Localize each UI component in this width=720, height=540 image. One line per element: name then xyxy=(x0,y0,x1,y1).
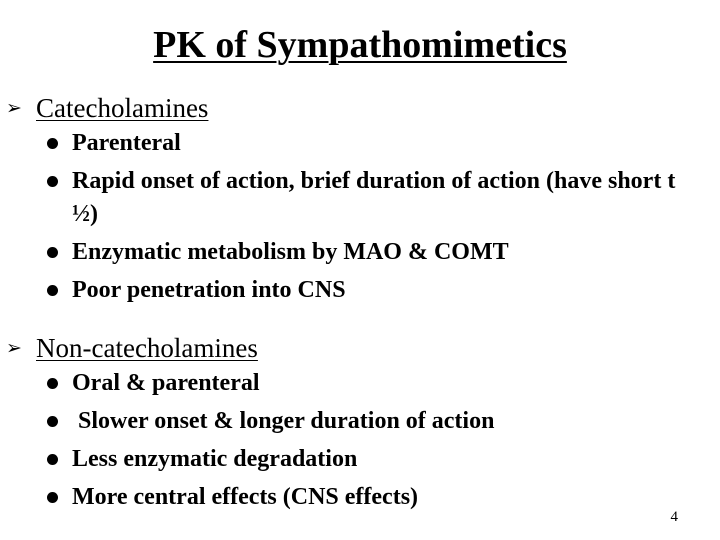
arrow-bullet-icon: ➢ xyxy=(6,337,22,359)
bullet-dot-icon xyxy=(47,285,58,296)
bullet-dot-icon xyxy=(47,416,58,427)
page-number: 4 xyxy=(670,509,678,525)
list-item xyxy=(6,405,692,438)
bullet-dot-icon xyxy=(47,378,58,389)
list-item-text: More central effects (CNS effects) xyxy=(72,484,419,510)
list-item-text: Slower onset & longer duration of action xyxy=(72,408,495,434)
bullet-dot-icon xyxy=(47,492,58,503)
arrow-bullet-icon: ➢ xyxy=(6,97,22,119)
list-item xyxy=(6,165,692,231)
list-item xyxy=(6,127,692,160)
list-item-text: Parenteral xyxy=(72,130,181,156)
list-item-text: Oral & parenteral xyxy=(72,370,260,396)
section-heading-row xyxy=(6,90,706,126)
section-heading: Non-catecholamines xyxy=(36,333,258,363)
bullet-dot-icon xyxy=(47,138,58,149)
list-item-text: Enzymatic metabolism by MAO & COMT xyxy=(72,239,509,265)
list-item-text: Rapid onset of action, brief duration of action (have short t ½) xyxy=(72,168,676,227)
list-item xyxy=(6,274,692,307)
section-heading-row xyxy=(6,330,706,366)
list-item-text: Poor penetration into CNS xyxy=(72,277,346,303)
list-item xyxy=(6,367,692,400)
list-item-text: Less enzymatic degradation xyxy=(72,446,358,472)
bullet-dot-icon xyxy=(47,176,58,187)
slide-title: PK of Sympathomimetics xyxy=(153,24,567,66)
list-item xyxy=(6,443,692,476)
list-item xyxy=(6,481,692,514)
bullet-list xyxy=(6,367,706,514)
bullet-dot-icon xyxy=(47,454,58,465)
section-catecholamines xyxy=(6,90,706,307)
list-item xyxy=(6,236,692,269)
section-non-catecholamines xyxy=(6,330,706,514)
section-heading: Catecholamines xyxy=(36,93,209,123)
bullet-list xyxy=(6,127,706,307)
bullet-dot-icon xyxy=(47,247,58,258)
